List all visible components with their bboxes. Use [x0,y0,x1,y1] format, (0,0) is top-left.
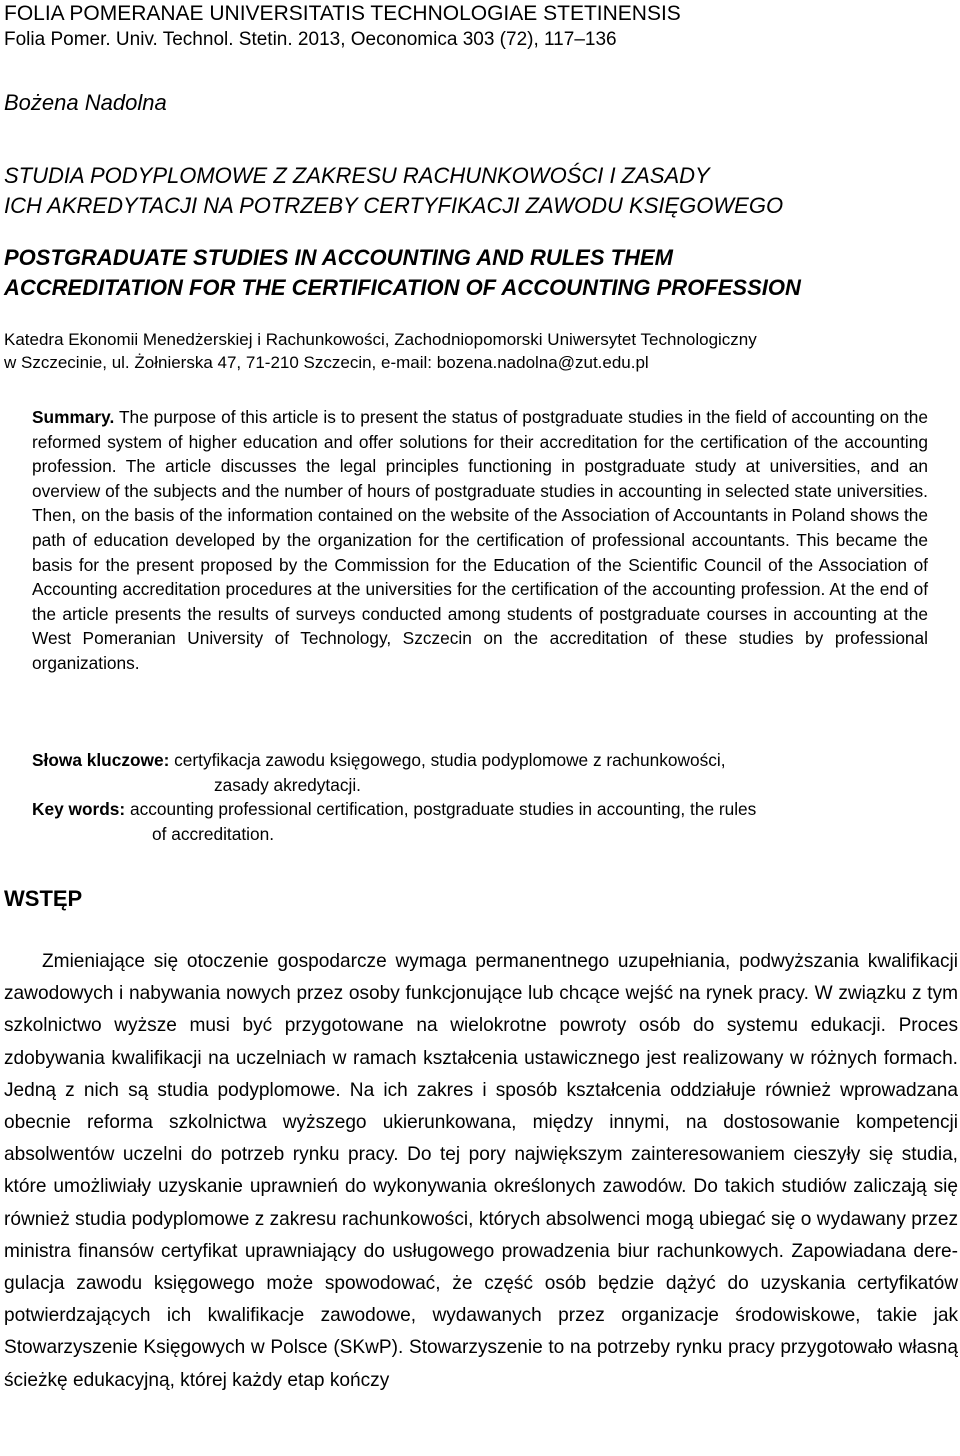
title-english-line: ACCREDITATION FOR THE CERTIFICATION OF ACCOUNTING PROFESSION [4,275,801,300]
abstract-text: The purpose of this article is to present the status of postgraduate studies in the field of accounting on the reformed system of higher education and offer solutions for their accreditation for the certification of the accounting profession. The article discusses the legal principles functioning in postgraduate study at universities, and an overview of the subjects and the number of hours of postgraduate studies in accounting in selected state universities. Then, on the basis of the information contained on the website of the Association of Accountants in Poland shows the path of education developed by the organization for the certification of professional accountants. This became the basis for the present proposed by the Commission for the Education of the Scientific Council of the Association of Accounting accreditation procedures at the universities for the certification of the accounting profession. At the end of the article presents the results of surveys conducted among students of postgraduate courses in accounting at the West Pomeranian University of Technology, Szczecin on the accreditation of these studies by professional organizations. [32,407,928,673]
title-polish-line: STUDIA PODYPLOMOWE Z ZAKRESU RACHUNKOWOŚCI I ZASADY [4,163,710,188]
author-affiliation [4,328,954,374]
affiliation-line: Katedra Ekonomii Menedżerskiej i Rachunkowości, Zachodniopomorski Uniwersytet Technologiczny [4,330,757,349]
title-polish [4,161,783,221]
keywords-polish-label: Słowa kluczowe: [32,750,170,770]
journal-citation: Folia Pomer. Univ. Technol. Stetin. 2013, Oeconomica 303 (72), 117–136 [4,29,617,50]
title-english-line: POSTGRADUATE STUDIES IN ACCOUNTING AND RULES THEM [4,245,673,270]
keywords-polish-continuation: zasady akredytacji. [214,774,361,795]
keywords-english [32,797,932,822]
title-english [4,243,801,303]
keywords-english-continuation: of accreditation. [152,823,274,844]
title-polish-line: ICH AKREDYTACJI NA POTRZEBY CERTYFIKACJI ZAWODU KSIĘGOWEGO [4,193,784,218]
abstract-label: Summary. [32,407,115,427]
keywords-polish-text: certyfikacja zawodu księgowego, studia podyplomowe z rachunkowości, [174,750,726,770]
author-name: Bożena Nadolna [4,90,167,115]
journal-name: FOLIA POMERANAE UNIVERSITATIS TECHNOLOGIAE STETINENSIS [4,2,681,25]
keywords-block [32,748,932,846]
keywords-english-label: Key words: [32,799,126,820]
keywords-polish [32,748,932,773]
section-heading: WSTĘP [4,886,83,911]
abstract [32,405,928,676]
keywords-english-text: accounting professional certification, postgraduate studies in accounting, the rules [129,799,757,820]
body-paragraph: Zmieniające się otoczenie gospodarcze wymaga permanentnego uzupełniania, podwyższania kwalifikacji zawodowych i nabywania nowych przez osoby funkcjonujące lub chcące wejść na rynek pracy. W związku z tym szkolnictwo wyższe musi być przygotowane na wielokrotne powroty osób do systemu edukacji. Proces zdobywania kwalifikacji na uczelniach w ramach kształcenia ustawicznego jest realizowany w różnych formach. Jedną z nich są studia podyplomowe. Na ich zakres i sposób kształcenia oddziałuje również wprowadzana obecnie reforma szkolnictwa wyższego ukierunkowana, między innymi, na dostosowanie kompetencji absolwentów uczelni do potrzeb rynku pracy. Do tej pory największym zainteresowaniem cieszyły się studia, które umożliwiały uzyskanie uprawnień do wykonywania określonych zawodów. Do takich studiów zaliczają się również studia podyplomowe z zakresu rachunkowości, których absolwenci mogą ubiegać się o wydawany przez ministra finansów certyfikat uprawniający do usługowego prowadzenia biur rachunkowych. Zapowiadana deregulacja zawodu księgowego może spowodować, że część osób będzie dążyć do uzyskania certyfikatów potwierdzających ich kwalifikacje zawodowe, wydawanych przez organizacje środowiskowe, takie jak Stowarzyszenie Księgowych w Polsce (SKwP). Stowarzyszenie to na potrzeby rynku pracy przygotowało własną ścieżkę edukacyjną, której każdy etap kończy [4,951,958,1391]
affiliation-line: w Szczecinie, ul. Żołnierska 47, 71-210 Szczecin, e-mail: bozena.nadolna@zut.edu.pl [4,353,649,372]
